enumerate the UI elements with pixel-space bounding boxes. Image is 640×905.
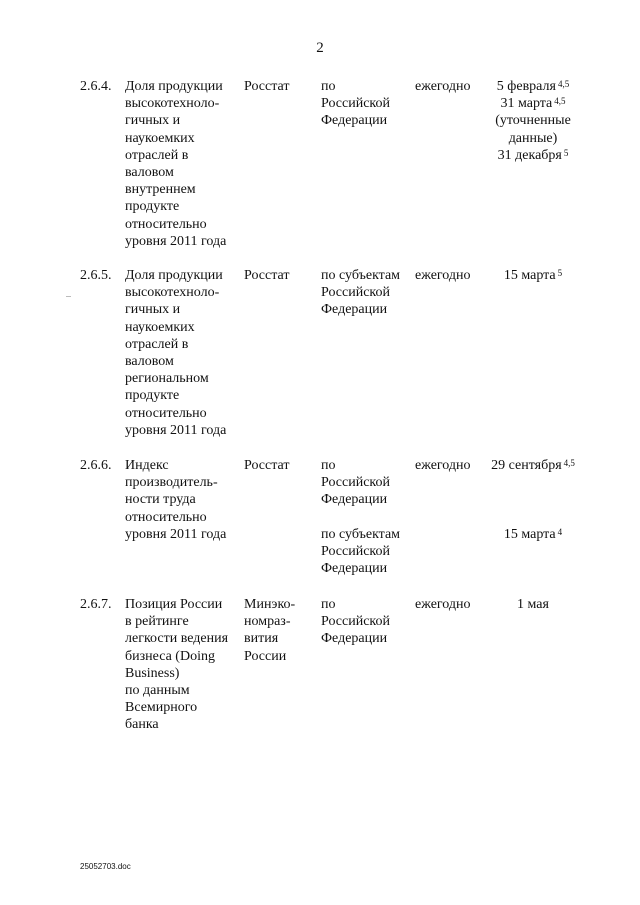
indicator-line: уровня 2011 года: [125, 233, 227, 249]
indicator-name: [125, 267, 226, 439]
indicator-line: валовом: [125, 165, 174, 181]
source-line: России: [244, 648, 287, 664]
level-line: Федерации: [321, 631, 388, 647]
indicator-line: производитель-: [125, 475, 218, 491]
release-dates: [478, 78, 588, 164]
row-number: 2.6.7.: [80, 597, 112, 612]
source-line: номраз-: [244, 614, 291, 630]
indicator-line: высокотехноло-: [125, 285, 220, 301]
periodicity: ежегодно: [415, 458, 471, 473]
indicator-line: Business): [125, 665, 180, 681]
indicator-line: относительно: [125, 405, 207, 421]
indicator-line: уровня 2011 года: [125, 422, 227, 438]
indicator-name: [125, 596, 228, 734]
periodicity: ежегодно: [415, 268, 471, 283]
release-dates: [478, 267, 588, 284]
indicator-line: легкости ведения: [125, 631, 229, 647]
release-date: 29 сентября $^{4,5}$: [491, 458, 575, 473]
indicator-line: банка: [125, 717, 159, 733]
indicator-line: отраслей в: [125, 147, 189, 163]
release-date: 15 марта $^4$: [503, 527, 563, 542]
footnote-ref: 4: [557, 527, 563, 537]
level-line: Российской: [321, 475, 390, 491]
data-source: [244, 78, 289, 95]
release-date: 31 декабря $^5$: [497, 147, 569, 163]
source-line: Минэко-: [244, 597, 296, 612]
indicator-name: [125, 457, 226, 543]
level-line: по субъектам: [321, 268, 401, 283]
indicator-line: высокотехноло-: [125, 96, 220, 112]
document-id: 25052703.doc: [80, 862, 131, 871]
indicator-line: уровня 2011 года: [125, 526, 227, 542]
footnote-ref: 5: [563, 147, 569, 158]
source-line: Росстат: [244, 268, 290, 283]
row-number: 2.6.6.: [80, 458, 112, 473]
release-dates: [478, 596, 588, 613]
indicator-line: ности труда: [125, 492, 196, 508]
level-line: Российской: [321, 96, 390, 112]
release-date-note: (уточненные: [495, 113, 571, 129]
indicator-line: продукте: [125, 199, 180, 215]
periodicity: ежегодно: [415, 597, 471, 612]
source-line: Росстат: [244, 458, 290, 473]
row-number: 2.6.5.: [80, 268, 112, 283]
indicator-line: Индекс: [125, 458, 169, 473]
level-line: Российской: [321, 285, 390, 301]
level-line: Российской: [321, 614, 390, 630]
indicator-line: продукте: [125, 388, 180, 404]
level-line: по: [321, 597, 336, 612]
release-date: 5 февраля $^{4,5}$: [496, 79, 570, 94]
indicator-line: региональном: [125, 371, 209, 387]
indicator-line: в рейтинге: [125, 614, 189, 630]
indicator-line: внутреннем: [125, 182, 196, 198]
indicator-line: Позиция России: [125, 597, 223, 612]
indicator-line: Всемирного: [125, 700, 198, 716]
coverage-level: [321, 267, 400, 319]
source-line: вития: [244, 631, 279, 647]
indicator-line: относительно: [125, 216, 207, 232]
indicator-line: Доля продукции: [125, 79, 223, 94]
data-source: [244, 267, 289, 284]
level-line: Федерации: [321, 113, 388, 129]
level-line: по субъектам: [321, 527, 401, 542]
coverage-level: [321, 596, 390, 648]
indicator-line: относительно: [125, 509, 207, 525]
level-line: Федерации: [321, 302, 388, 318]
footnote-ref: 4,5: [554, 96, 566, 107]
indicator-line: Доля продукции: [125, 268, 223, 283]
indicator-line: наукоемких: [125, 319, 195, 335]
indicator-line: наукоемких: [125, 130, 195, 146]
footnote-ref: 5: [557, 268, 563, 278]
periodicity: ежегодно: [415, 79, 471, 94]
footnote-ref: 4,5: [563, 458, 575, 468]
coverage-level: [321, 78, 390, 130]
row-number: 2.6.4.: [80, 79, 112, 94]
coverage-level-regional: [321, 526, 400, 578]
footnote-ref: 4,5: [557, 79, 570, 89]
page-number: 2: [316, 40, 324, 56]
coverage-level: [321, 457, 390, 509]
indicator-name: [125, 78, 226, 250]
release-date: 31 марта $^{4,5}$: [500, 96, 566, 112]
indicator-line: бизнеса (Doing: [125, 648, 215, 664]
release-dates-regional: [478, 526, 588, 543]
release-date-note: данные): [508, 130, 558, 146]
margin-mark: [66, 296, 71, 297]
level-line: Федерации: [321, 492, 388, 508]
release-dates: [478, 457, 588, 474]
release-date: 15 марта $^5$: [503, 268, 563, 283]
indicator-line: отраслей в: [125, 336, 189, 352]
data-source: [244, 596, 295, 665]
data-source: [244, 457, 289, 474]
indicator-line: гичных и: [125, 113, 181, 129]
release-date: 1 мая: [517, 597, 549, 612]
indicator-line: гичных и: [125, 302, 181, 318]
level-line: Федерации: [321, 561, 388, 577]
level-line: Российской: [321, 544, 390, 560]
level-line: по: [321, 79, 336, 94]
level-line: по: [321, 458, 336, 473]
indicator-line: валовом: [125, 354, 174, 370]
source-line: Росстат: [244, 79, 290, 94]
indicator-line: по данным: [125, 683, 190, 699]
